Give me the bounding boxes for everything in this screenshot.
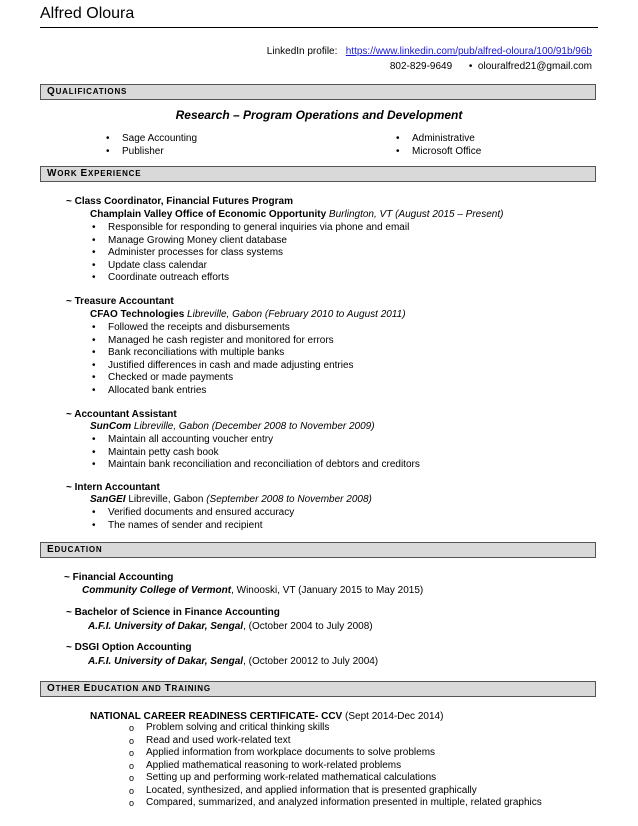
list-item: • Coordinate outreach efforts [90, 272, 409, 285]
list-item: • Publisher [104, 146, 197, 159]
list-item: • Manage Growing Money client database [90, 235, 409, 248]
list-item: • Sage Accounting [104, 133, 197, 146]
list-item: • Maintain all accounting voucher entry [90, 434, 420, 447]
work-title-d: XPERIENCE [87, 169, 142, 178]
job-org-line [90, 209, 503, 220]
job-org-line [90, 494, 372, 505]
other-title-f: RAINING [171, 684, 211, 693]
job-org: Champlain Valley Office of Economic Opportunity [90, 209, 327, 220]
list-item: • Managed he cash register and monitored for errors [90, 335, 354, 348]
list-item: o Read and used work-related text [128, 735, 542, 748]
linkedin-link[interactable]: https://www.linkedin.com/pub/alfred-oloura/100/91b/96b [345, 46, 592, 57]
job-duties [90, 507, 294, 532]
list-item: • Bank reconciliations with multiple banks [90, 347, 354, 360]
job-title: ~ Intern Accountant [66, 482, 160, 493]
education-detail: , (October 2004 to July 2008) [243, 621, 373, 632]
work-title-b: ORK [57, 169, 81, 178]
work-title-c: E [80, 168, 88, 179]
education-school: A.F.I. University of Dakar, Sengal [88, 656, 244, 667]
job-org: SanGEI [90, 494, 126, 505]
list-item: • Followed the receipts and disbursements [90, 322, 354, 335]
qualifications-title-initial: Q [47, 86, 56, 97]
list-item: o Setting up and performing work-related mathematical calculations [128, 772, 542, 785]
certificate-skills [128, 722, 542, 810]
education-title: ~ Bachelor of Science in Finance Accounting [66, 607, 280, 618]
list-item: o Applied mathematical reasoning to work-related problems [128, 760, 542, 773]
list-item: o Problem solving and critical thinking skills [128, 722, 542, 735]
phone: 802-829-9649 [389, 61, 453, 72]
job-org-line [90, 421, 375, 432]
certificate-title: NATIONAL CAREER READINESS CERTIFICATE- CCV [90, 711, 343, 722]
certificate-line [90, 711, 443, 722]
job-duties [90, 434, 420, 472]
section-header-other-training [40, 681, 596, 697]
education-school-line [82, 585, 423, 596]
list-item: o Applied information from workplace documents to solve problems [128, 747, 542, 760]
section-header-education [40, 542, 596, 558]
job-detail: Burlington, VT (August 2015 – Present) [326, 209, 504, 220]
list-item: • Administrative [394, 133, 481, 146]
other-title-a: O [47, 683, 56, 694]
education-title-rest: DUCATION [54, 545, 103, 554]
job-org-line [90, 309, 406, 320]
phone-email-line [267, 59, 592, 74]
qualifications-right-list [394, 133, 481, 158]
education-school: A.F.I. University of Dakar, Sengal [88, 621, 244, 632]
list-item: • Verified documents and ensured accuracy [90, 507, 294, 520]
job-detail: Libreville, Gabon (February 2010 to August 2011) [184, 309, 406, 320]
list-item: • Allocated bank entries [90, 385, 354, 398]
linkedin-label: LinkedIn profile: [266, 46, 338, 57]
education-school-line [88, 656, 378, 667]
education-title: ~ DSGI Option Accounting [66, 642, 192, 653]
job-duties [90, 222, 409, 285]
job-org: SunCom [90, 421, 132, 432]
other-title-d: DUCATION AND [91, 684, 165, 693]
education-detail: , (October 20012 to July 2004) [243, 656, 379, 667]
list-item: • Maintain petty cash book [90, 447, 420, 460]
qualifications-headline: Research – Program Operations and Development [175, 108, 463, 122]
candidate-name: Alfred Oloura [40, 5, 135, 22]
job-org: CFAO Technologies [90, 309, 185, 320]
education-title: ~ Financial Accounting [64, 572, 174, 583]
separator-bullet: • [468, 61, 473, 72]
list-item: • Microsoft Office [394, 146, 481, 159]
email: olouralfred21@gmail.com [477, 61, 592, 72]
job-detail: (September 2008 to November 2008) [206, 494, 372, 505]
linkedin-line [267, 44, 592, 59]
list-item: • Justified differences in cash and made adjusting entries [90, 360, 354, 373]
education-detail: , Winooski, VT (January 2015 to May 2015) [231, 585, 424, 596]
header-divider [40, 27, 598, 28]
certificate-date: (Sept 2014-Dec 2014) [342, 711, 444, 722]
list-item: • Update class calendar [90, 260, 409, 273]
section-header-work-experience [40, 166, 596, 182]
education-title-initial: E [47, 544, 55, 555]
job-title: ~ Accountant Assistant [66, 409, 177, 420]
job-duties [90, 322, 354, 397]
other-title-e: T [164, 683, 172, 694]
list-item: • Checked or made payments [90, 372, 354, 385]
other-title-b: THER [55, 684, 84, 693]
other-title-c: E [83, 683, 92, 694]
job-place: Libreville, Gabon [125, 494, 207, 505]
list-item: • Responsible for responding to general inquiries via phone and email [90, 222, 409, 235]
qualifications-left-list [104, 133, 197, 158]
job-detail: Libreville, Gabon (December 2008 to November 2009) [131, 421, 375, 432]
education-school: Community College of Vermont [82, 585, 232, 596]
work-title-a: W [47, 168, 58, 179]
qualifications-title-rest: UALIFICATIONS [55, 87, 128, 96]
contact-block [267, 44, 592, 74]
list-item: o Compared, summarized, and analyzed information presented in multiple, related graphics [128, 797, 542, 810]
list-item: • The names of sender and recipient [90, 520, 294, 533]
list-item: • Maintain bank reconciliation and reconciliation of debtors and creditors [90, 459, 420, 472]
job-title: ~ Treasure Accountant [66, 296, 174, 307]
job-title: ~ Class Coordinator, Financial Futures Program [66, 196, 293, 207]
education-school-line [88, 621, 373, 632]
section-header-qualifications [40, 84, 596, 100]
list-item: • Administer processes for class systems [90, 247, 409, 260]
list-item: o Located, synthesized, and applied information that is presented graphically [128, 785, 542, 798]
